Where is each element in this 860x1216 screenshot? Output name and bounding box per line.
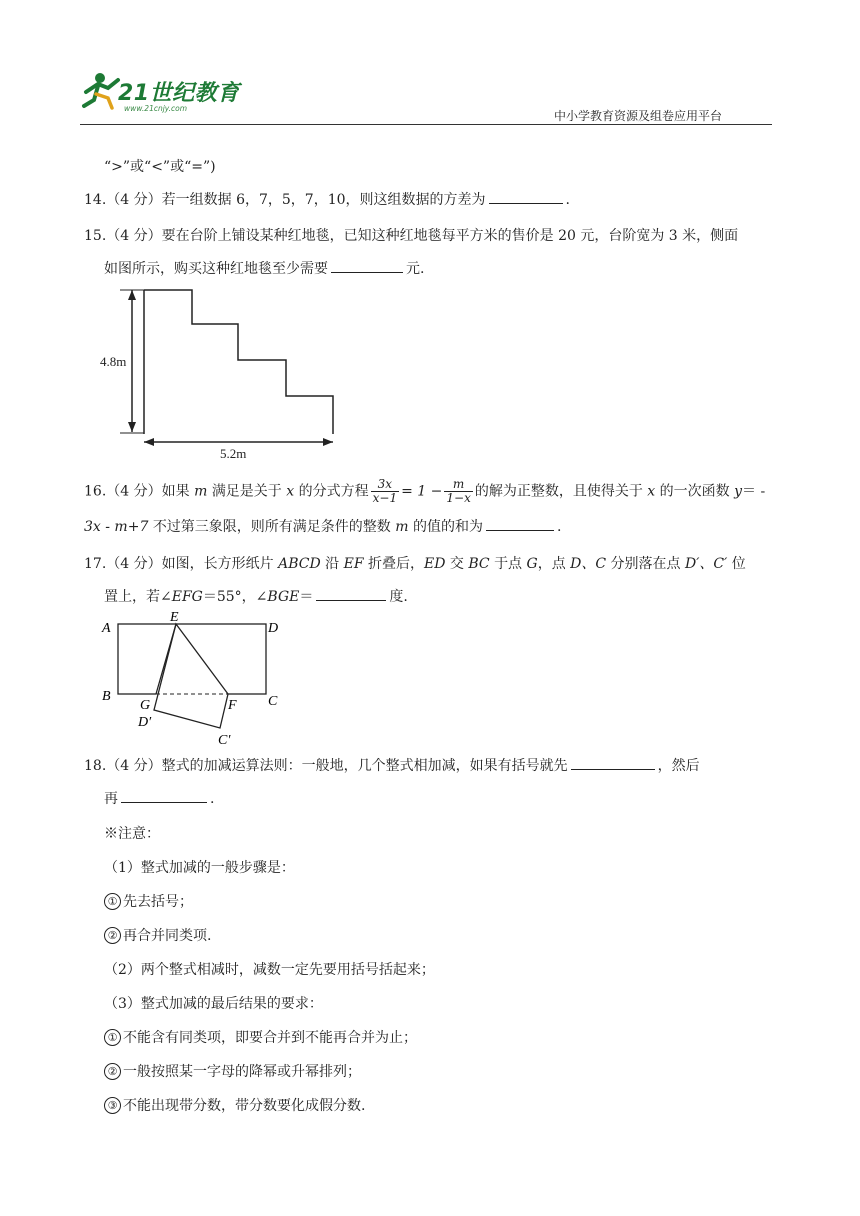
note-1a-text: 先去括号； — [123, 894, 193, 910]
q17-end: 度. — [389, 589, 408, 605]
staircase-outline — [144, 290, 333, 434]
width-label: 5.2m — [220, 446, 247, 461]
q16-text-d: 的解为正整数，且使得关于 — [474, 483, 643, 500]
answer-blank[interactable] — [121, 788, 207, 803]
staircase-figure — [96, 282, 346, 462]
q16-text-c: 的分式方程 — [298, 483, 369, 500]
var-y: y — [734, 483, 743, 500]
q16-text-f: ＝ - — [742, 483, 766, 500]
q16-text-a: 16.（4 分）如果 — [84, 483, 190, 500]
label-b: B — [102, 689, 111, 704]
note-1: （1）整式加减的一般步骤是： — [104, 860, 295, 876]
q18-text-b: ，然后 — [657, 758, 700, 774]
note-1b-text: 再合并同类项. — [123, 928, 212, 944]
fraction-3x-over-x-1 — [371, 478, 399, 505]
arrow-left-icon — [144, 438, 154, 446]
q17-text-d: 交 — [449, 556, 464, 572]
circled-number: ① — [104, 1029, 121, 1046]
label-a: A — [102, 621, 111, 636]
q17-text-i: 置上，若∠ — [104, 589, 172, 605]
label-c-prime: C′ — [218, 733, 231, 748]
q17-text-k: ＝ — [299, 589, 314, 605]
arrow-right-icon — [323, 438, 333, 446]
var-x: x — [647, 483, 656, 500]
var-x: x — [286, 483, 295, 500]
rect-abcd: ABCD — [278, 556, 321, 572]
q16-text-h: 的值的和为 — [413, 519, 483, 535]
q17-text-g: 分别落在点 — [610, 556, 681, 572]
question-18-line2 — [104, 788, 214, 808]
q18-text-c: 再 — [104, 791, 118, 807]
q17-text-h: 位 — [731, 556, 746, 572]
note-heading: ※注意： — [104, 826, 160, 842]
question-15-line2 — [104, 258, 424, 278]
note-3b — [104, 1061, 361, 1081]
question-18-line1 — [84, 755, 700, 775]
q17-text-b: 沿 — [325, 556, 340, 572]
height-label: 4.8m — [100, 354, 127, 369]
folded-flap — [154, 624, 228, 728]
platform-title: 中小学教育资源及组卷应用平台 — [554, 109, 723, 123]
note-3a — [104, 1027, 417, 1047]
q13-tail: “>”或“<”或“=”) — [104, 159, 216, 175]
label-g: G — [140, 698, 151, 713]
fraction-m-over-1-x — [444, 478, 472, 505]
segment-eg — [156, 624, 176, 694]
note-3c — [104, 1095, 365, 1115]
q14-text: 14.（4 分）若一组数据 6，7，5，7，10，则这组数据的方差为 — [84, 192, 486, 208]
q14-end: . — [565, 192, 570, 208]
note-3a-text: 不能含有同类项，即要合并到不能再合并为止； — [123, 1030, 417, 1046]
q16-text-g: 不过第三象限，则所有满足条件的整数 — [152, 519, 391, 535]
label-f: F — [228, 698, 237, 713]
frac-den: x−1 — [372, 491, 398, 505]
q17-text-e: 于点 — [494, 556, 523, 572]
q15-text: 如图所示，购买这种红地毯至少需要 — [104, 261, 328, 277]
answer-blank[interactable] — [489, 189, 563, 204]
segment-ed: ED — [423, 556, 446, 572]
points-dp-cp: D′、C′ — [685, 556, 728, 572]
note-2: （2）两个整式相减时，减数一定先要用括号括起来； — [104, 962, 435, 978]
question-16-line1 — [84, 478, 765, 505]
note-3b-text: 一般按照某一字母的降幂或升幂排列； — [123, 1064, 361, 1080]
q15-end: 元. — [406, 261, 425, 277]
logo-url: www.21cnjy.com — [124, 104, 188, 113]
site-logo — [78, 66, 268, 122]
q17-text-j: ＝55°，∠ — [202, 589, 268, 605]
note-1a — [104, 891, 193, 911]
equation-sign: = 1 − — [401, 483, 443, 500]
frac-num: 3x — [371, 478, 399, 492]
angle-bge: BGE — [267, 589, 300, 605]
note-3: （3）整式加减的最后结果的要求： — [104, 996, 323, 1012]
note-1b — [104, 925, 211, 945]
answer-blank[interactable] — [316, 586, 386, 601]
circled-number: ① — [104, 893, 121, 910]
q18-end: . — [210, 791, 215, 807]
question-14 — [84, 189, 570, 209]
folded-rectangle-figure — [96, 610, 296, 750]
answer-blank[interactable] — [331, 258, 403, 273]
q17-text-c: 折叠后， — [367, 556, 424, 572]
q16-text-e: 的一次函数 — [659, 483, 730, 500]
arrow-up-icon — [128, 290, 136, 300]
header-rule — [80, 124, 772, 125]
q17-text-f: ，点 — [537, 556, 566, 572]
circled-number: ③ — [104, 1097, 121, 1114]
answer-blank[interactable] — [486, 516, 554, 531]
question-17-line1 — [84, 553, 746, 573]
rectangle-abcd — [118, 624, 266, 694]
segment-bc: BC — [468, 556, 490, 572]
function-expression: 3x - m+7 — [84, 519, 149, 535]
circled-number: ② — [104, 1063, 121, 1080]
q16-end: . — [557, 519, 562, 535]
circled-number: ② — [104, 927, 121, 944]
arrow-down-icon — [128, 422, 136, 432]
label-e: E — [170, 610, 179, 625]
points-d-c: D、C — [570, 556, 607, 572]
note-3c-text: 不能出现带分数，带分数要化成假分数. — [123, 1098, 366, 1114]
answer-blank[interactable] — [571, 755, 655, 770]
question-16-line2 — [84, 516, 561, 536]
label-d-prime: D′ — [138, 715, 152, 730]
logo-text: 21世纪教育 — [118, 81, 240, 106]
q16-text-b: 满足是关于 — [211, 483, 282, 500]
frac-den: 1−x — [446, 491, 471, 505]
frac-num: m — [444, 478, 472, 492]
q17-text-a: 17.（4 分）如图，长方形纸片 — [84, 556, 274, 572]
var-m: m — [395, 519, 409, 535]
runner-logo-icon — [78, 70, 122, 110]
var-m: m — [194, 483, 208, 500]
q18-text-a: 18.（4 分）整式的加减运算法则：一般地，几个整式相加减，如果有括号就先 — [84, 758, 568, 774]
segment-ef: EF — [343, 556, 364, 572]
label-d: D — [268, 621, 279, 636]
angle-efg: EFG — [171, 589, 203, 605]
label-c: C — [268, 694, 278, 709]
question-17-line2 — [104, 586, 408, 606]
point-g: G — [526, 556, 538, 572]
question-15-line1: 15.（4 分）要在台阶上铺设某种红地毯，已知这种红地毯每平方米的售价是 20 元，台阶宽为 3 米，侧面 — [84, 228, 739, 244]
